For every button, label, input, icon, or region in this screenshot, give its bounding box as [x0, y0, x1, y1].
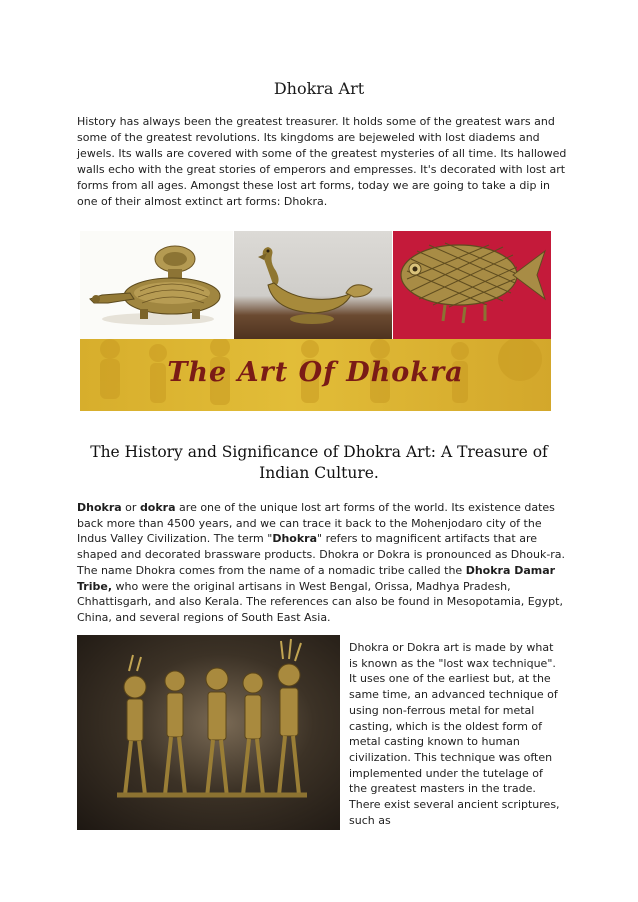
banner-text: The Art Of Dhokra: [167, 357, 464, 388]
page-title: Dhokra Art: [273, 79, 365, 98]
fish-figurine-image: [393, 231, 551, 339]
peacock-lamp-image: [234, 231, 392, 339]
bold-term: Dhokra: [77, 501, 122, 514]
hero-image: [80, 231, 551, 411]
bold-term: Dhokra Damar Tribe,: [77, 563, 556, 593]
bold-term: dokra: [139, 501, 176, 514]
art-of-dhokra-banner: [80, 339, 551, 411]
tortoise-figurine-image: [80, 231, 233, 339]
dhokra-figurines-photo: [77, 635, 340, 830]
body-text: " refers to magnificent artifacts that are shaped and decorated brassware products. Dhokra or Dokra is pronounced as Dhouk-ra. The name Dhokra comes from the name of a nomadic tribe called the: [77, 532, 566, 577]
section-heading: The History and Significance of Dhokra Art: A Treasure of Indian Culture.: [90, 443, 548, 482]
body-text: are one of the unique lost art forms of the world. Its existence dates back more than 4500 years, and we can trace it back to the Mohenjodaro city of the Indus Valley Civilization. The term ": [77, 501, 555, 546]
bold-term: Dhokra: [272, 532, 318, 546]
history-paragraph: [77, 500, 567, 626]
body-text: or: [121, 501, 140, 514]
lost-wax-paragraph: Dhokra or Dokra art is made by what is known as the "lost wax technique". It uses one of the earliest but, at the same time, an advanced technique of using non-ferrous metal for metal casting, which is the oldest form of metal casting known to human civilization. This technique was often implemented under the tutelage of the greatest masters in the trade. There exist several ancient scriptures, such as: [349, 641, 560, 827]
body-text: who were the original artisans in West Bengal, Orissa, Madhya Pradesh, Chhattisgarh, and also Kerala. The references can also be found in Mesopotamia, Egypt, China, and several regions of South East Asia.: [77, 579, 563, 624]
intro-paragraph: History has always been the greatest treasurer. It holds some of the greatest wars and some of the greatest revolutions. Its kingdoms are bejeweled with lost diadems and jewels. Its walls are covered with some of the greatest mysteries of all time. Its hallowed walls echo with the great stories of emperors and empresses. It's decorated with lost art forms from all ages. Amongst these lost art forms, today we are going to take a dip in one of their almost extinct art forms: Dhokra.: [77, 115, 567, 208]
